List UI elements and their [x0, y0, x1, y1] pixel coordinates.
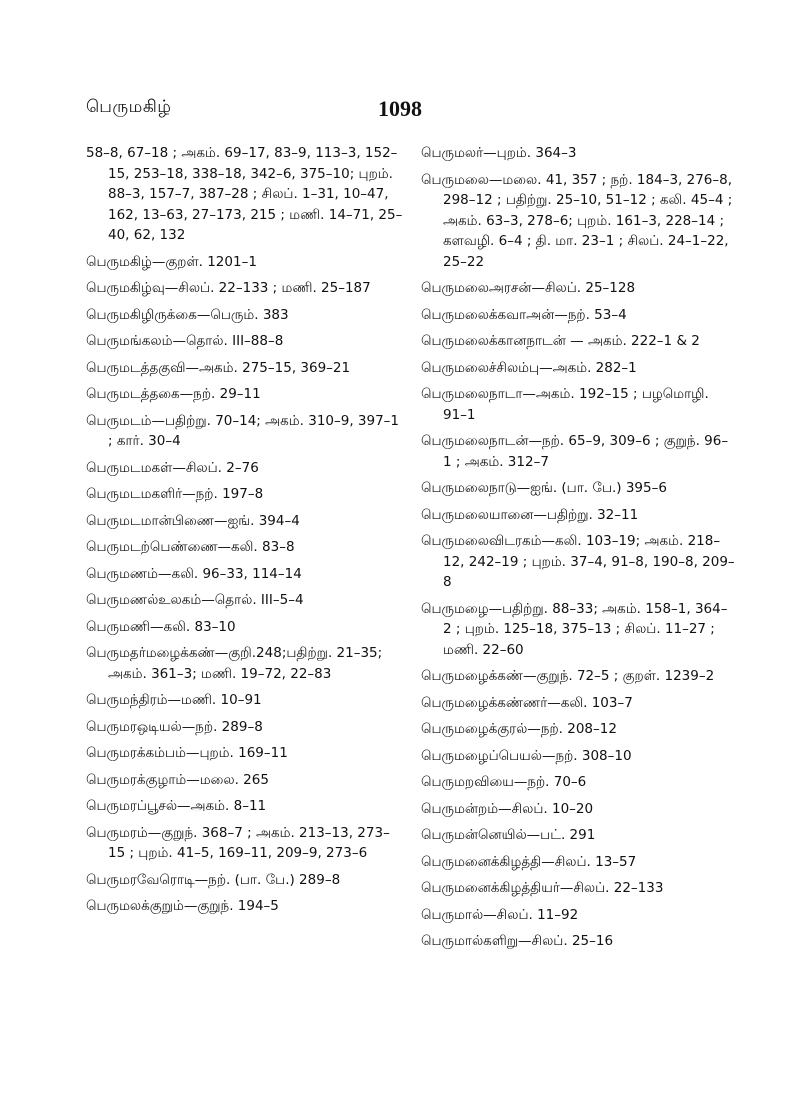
- index-entry: பெருமலைநாடா—அகம். 192–15 ; பழமொழி. 91–1: [421, 386, 709, 423]
- index-entry: பெருமழை—பதிற்று. 88–33; அகம். 158–1, 364–2 ; புறம். 125–18, 375–13 ; சிலப். 11–27 ; மணி. 22–60: [421, 600, 728, 658]
- index-entry: பெருமடமான்பிணை—ஐங். 394–4: [86, 512, 300, 529]
- index-entry: பெருமலையானை—பதிற்று. 32–11: [421, 506, 639, 523]
- left-column: [86, 143, 406, 923]
- page-number: 1098: [378, 96, 422, 121]
- index-entry: பெருமலைக்கானநாடன் — அகம். 222–1 & 2: [421, 333, 700, 349]
- index-entry: பெருமதர்மழைக்கண்—குறி.248;பதிற்று. 21–35; அகம். 361–3; மணி. 19–72, 22–83: [86, 645, 383, 682]
- index-entry: பெருமலர்—புறம். 364–3: [421, 145, 577, 161]
- index-entry: பெருமடம்—பதிற்று. 70–14; அகம். 310–9, 397–1 ; கார். 30–4: [86, 412, 400, 449]
- index-entry: பெருமழைக்கண்—குறுந். 72–5 ; குறள். 1239–2: [421, 668, 715, 684]
- index-entry: பெருமரப்பூசல்—அகம். 8–11: [86, 798, 267, 814]
- index-entry: பெருமனைக்கிழத்தியர்—சிலப். 22–133: [421, 880, 664, 896]
- index-entry: பெருமணம்—கலி. 96–33, 114–14: [86, 565, 302, 582]
- index-entry: பெருமன்றம்—சிலப். 10–20: [421, 800, 594, 817]
- index-entry: பெருமறவியை—நற். 70–6: [421, 774, 587, 790]
- index-entry: பெருமரஒடியல்—நற். 289–8: [86, 718, 263, 735]
- index-entry: பெருமகிழ்—குறள். 1201–1: [86, 253, 257, 270]
- index-entry: பெருமலைநாடு—ஐங். (பா. பே.) 395–6: [421, 480, 667, 496]
- index-entry: பெருமரக்குழாம்—மலை. 265: [86, 771, 269, 788]
- index-entry: பெருமரக்கம்பம்—புறம். 169–11: [86, 745, 288, 761]
- index-entry: பெருமடற்பெண்ணை—கலி. 83–8: [86, 539, 295, 555]
- running-head: பெருமகிழ்: [86, 97, 172, 117]
- index-entry: பெருமணி—கலி. 83–10: [86, 618, 236, 635]
- index-entry: பெருமரவேரொடி—நற். (பா. பே.) 289–8: [86, 871, 341, 888]
- index-entry: பெருமகிழ்வு—சிலப். 22–133 ; மணி. 25–187: [86, 280, 371, 296]
- index-entry: பெருமரம்—குறுந். 368–7 ; அகம். 213–13, 273–15 ; புறம். 41–5, 169–11, 209–9, 273–6: [86, 824, 390, 861]
- right-column: [421, 143, 736, 958]
- index-entry: பெருமன்னெயில்—பட். 291: [421, 827, 596, 843]
- index-entry: பெருமடமகள்—சிலப். 2–76: [86, 459, 259, 476]
- index-entry: பெருமால்—சிலப். 11–92: [421, 906, 579, 923]
- index-entry: பெருமலைக்கவாஅன்—நற். 53–4: [421, 306, 627, 323]
- index-entry: பெருமலைவிடரகம்—கலி. 103–19; அகம். 218–12, 242–19 ; புறம். 37–4, 91–8, 190–8, 209–8: [421, 533, 735, 590]
- index-entry: பெருமந்திரம்—மணி. 10–91: [86, 692, 262, 708]
- index-entry: பெருமலைநாடன்—நற். 65–9, 309–6 ; குறுந். 96–1 ; அகம். 312–7: [421, 433, 729, 470]
- index-entry: பெருமழைக்குரல்—நற். 208–12: [421, 721, 617, 737]
- index-entry: பெருமழைக்கண்ணர்—கலி. 103–7: [421, 694, 633, 711]
- index-entry: பெருமலக்குறும்—குறுந். 194–5: [86, 898, 279, 914]
- index-entry: பெருமங்கலம்—தொல். III–88–8: [86, 333, 284, 349]
- index-entry: பெருமனைக்கிழத்தி—சிலப். 13–57: [421, 853, 637, 870]
- index-entry: பெருமடத்தகுவி—அகம். 275–15, 369–21: [86, 359, 351, 376]
- index-entry: பெருமால்களிறு—சிலப். 25–16: [421, 933, 614, 949]
- index-entry: பெருமடமகளிர்—நற். 197–8: [86, 486, 264, 502]
- index-entry: பெருமழைப்பெயல்—நற். 308–10: [421, 747, 632, 764]
- index-entry: பெருமணல்உலகம்—தொல். III–5–4: [86, 592, 304, 608]
- index-entry: 58–8, 67–18 ; அகம். 69–17, 83–9, 113–3, 152–15, 253–18, 338–18, 342–6, 375–10; புறம். 88–3, 157–7, 387–28 ; சிலப். 1–31, 10–47, 162, 13–63, 27–173, 215 ; மணி. 14–71, 25–40, 62, 132: [86, 145, 403, 243]
- index-entry: பெருமலை—மலை. 41, 357 ; நற். 184–3, 276–8, 298–12 ; பதிற்று. 25–10, 51–12 ; கலி. 45–4 ; அகம். 63–3, 278–6; புறம். 161–3, 228–14 ; களவழி. 6–4 ; தி. மா. 23–1 ; சிலப். 24–1–22, 25–22: [421, 171, 733, 270]
- index-entry: பெருமலைச்சிலம்பு—அகம். 282–1: [421, 359, 637, 376]
- index-entry: பெருமலைஅரசன்—சிலப். 25–128: [421, 280, 636, 296]
- index-entry: பெருமகிழிருக்கை—பெரும். 383: [86, 306, 289, 323]
- index-entry: பெருமடத்தகை—நற். 29–11: [86, 386, 261, 402]
